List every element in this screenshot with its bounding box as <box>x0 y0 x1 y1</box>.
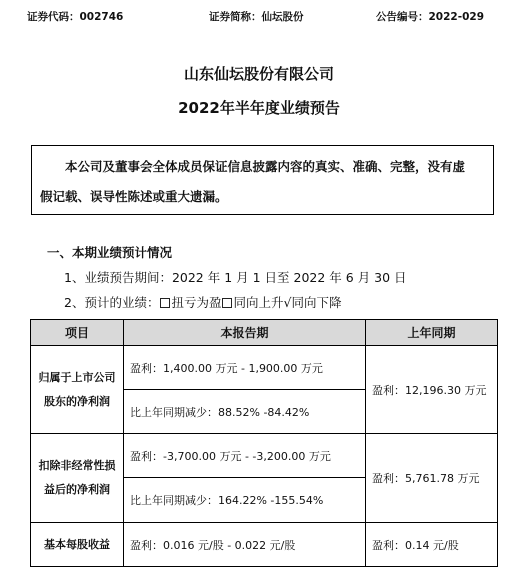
section-heading: 一、本期业绩预计情况 <box>47 245 173 260</box>
row-label-adjusted-net-profit: 扣除非经常性损益后的净利润 <box>31 434 124 523</box>
current-eps-range: 盈利：0.016 元/股 - 0.022 元/股 <box>124 523 366 567</box>
option-increase: 同向上升 <box>233 295 284 310</box>
document-title: 2022年半年度业绩预告 <box>178 99 340 117</box>
row-label-net-profit: 归属于上市公司股东的净利润 <box>31 346 124 434</box>
header-prior-period: 上年同期 <box>366 320 498 346</box>
forecast-period: 1、业绩预告期间：2022 年 1 月 1 日至 2022 年 6 月 30 日 <box>64 270 407 285</box>
prior-profit: 盈利：12,196.30 万元 <box>366 346 498 434</box>
company-title: 山东仙坛股份有限公司 <box>183 65 334 83</box>
header-current-period: 本报告期 <box>124 320 366 346</box>
disclaimer-box <box>31 145 494 215</box>
performance-table <box>30 319 498 567</box>
current-change-range: 比上年同期减少：164.22% -155.54% <box>124 478 366 523</box>
table-row <box>31 523 498 567</box>
header-item: 项目 <box>31 320 124 346</box>
current-profit-range: 盈利：1,400.00 万元 - 1,900.00 万元 <box>124 346 366 390</box>
security-abbreviation: 证券简称：仙坛股份 <box>209 11 304 23</box>
table-header-row <box>31 320 498 346</box>
disclaimer-line-1: 本公司及董事会全体成员保证信息披露内容的真实、准确、完整，没有虚 <box>65 159 466 174</box>
option-decrease: 同向下降 <box>291 295 342 310</box>
forecast-type-label: 2、预计的业绩： <box>64 295 160 310</box>
option-turnaround: 扭亏为盈 <box>171 295 222 310</box>
checkbox-icon <box>222 298 232 308</box>
forecast-type-line <box>64 293 341 311</box>
table-row <box>31 346 498 390</box>
disclaimer-line-2: 假记载、误导性陈述或重大遗漏。 <box>40 189 228 204</box>
prior-eps: 盈利：0.14 元/股 <box>366 523 498 567</box>
table-row <box>31 434 498 478</box>
current-profit-range: 盈利：-3,700.00 万元 - -3,200.00 万元 <box>124 434 366 478</box>
current-change-range: 比上年同期减少：88.52% -84.42% <box>124 390 366 434</box>
checkbox-icon <box>160 298 170 308</box>
prior-profit: 盈利：5,761.78 万元 <box>366 434 498 523</box>
announcement-number: 公告编号：2022-029 <box>376 11 484 23</box>
row-label-eps: 基本每股收益 <box>31 523 124 567</box>
security-code: 证券代码：002746 <box>27 11 124 23</box>
checkmark-icon: √ <box>283 295 292 310</box>
